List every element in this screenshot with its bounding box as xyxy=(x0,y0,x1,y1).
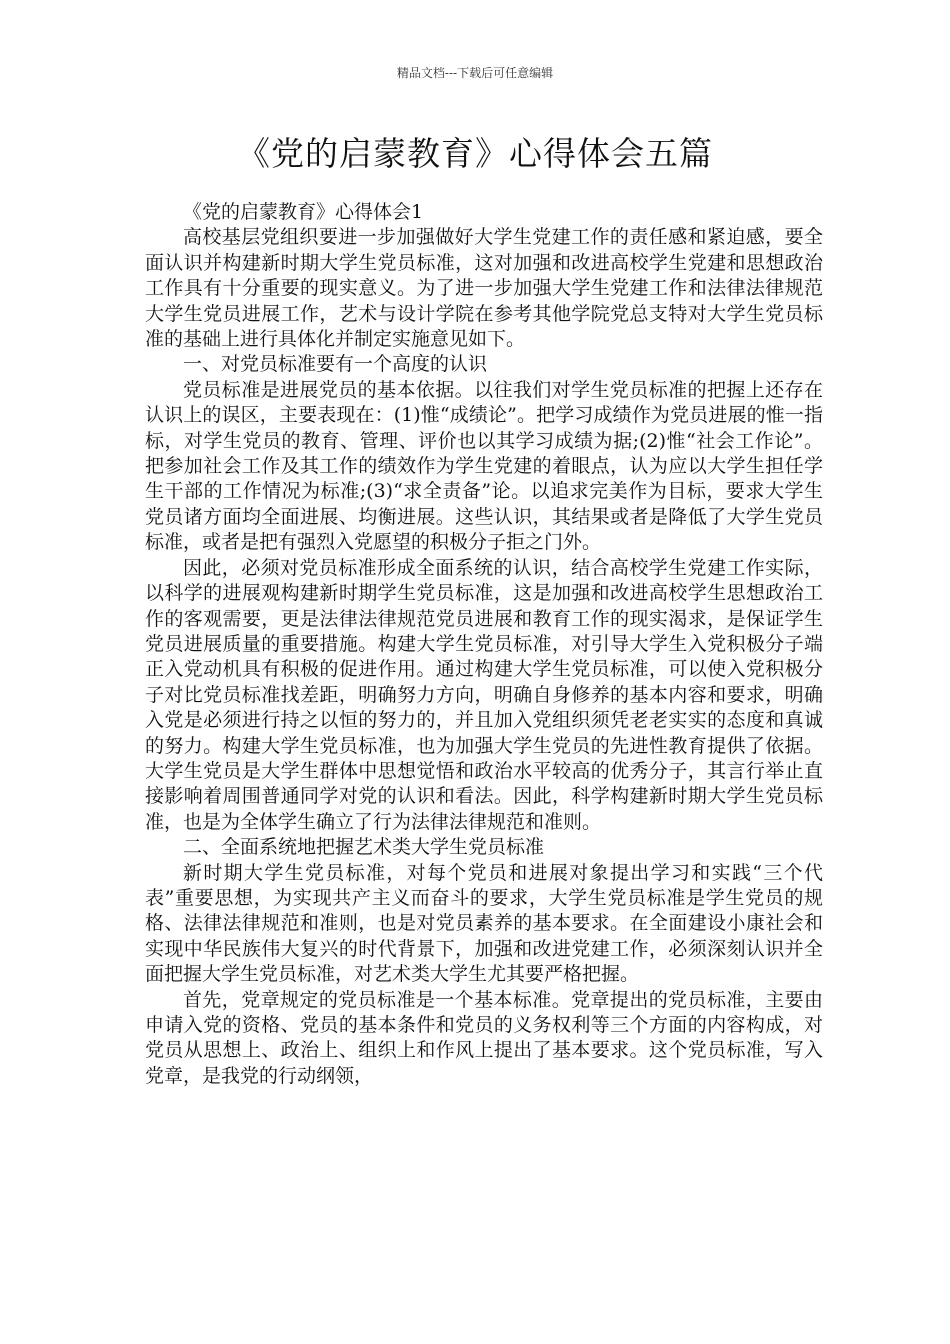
body-paragraph: 党员标准是进展党员的基本依据。以往我们对学生党员标准的把握上还存在认识上的误区，主要表现在：(1)惟“成绩论”。把学习成绩作为党员进展的惟一指标，对学生党员的教育、管理、评价也以其学习成绩为据;(2)惟“社会工作论”。把参加社会工作及其工作的绩效作为学生党建的着眼点，认为应以大学生担任学生干部的工作情况为标准;(3)“求全责备”论。以追求完美作为目标，要求大学生党员诸方面均全面进展、均衡进展。这些认识，其结果或者是降低了大学生党员标准，或者是把有强烈入党愿望的积极分子拒之门外。 xyxy=(145,378,823,554)
body-paragraph: 首先，党章规定的党员标准是一个基本标准。党章提出的党员标准，主要由申请入党的资格、党员的基本条件和党员的义务权利等三个方面的内容构成，对党员从思想上、政治上、组织上和作风上提出了基本要求。这个党员标准，写入党章，是我党的行动纲领， xyxy=(145,988,823,1087)
subheading: 二、全面系统地把握艺术类大学生党员标准 xyxy=(183,836,545,859)
body-paragraph: 高校基层党组织要进一步加强做好大学生党建工作的责任感和紧迫感，要全面认识并构建新时期大学生党员标准，这对加强和改进高校学生党建和思想政治工作具有十分重要的现实意义。为了进一步加强大学生党建工作和法律法律规范大学生党员进展工作，艺术与设计学院在参考其他学院党总支特对大学生党员标准的基础上进行具体化并制定实施意见如下。 xyxy=(145,226,823,351)
document-title: 《党的启蒙教育》心得体会五篇 xyxy=(237,134,713,173)
page-header: 精品文档---下载后可任意编辑 xyxy=(396,66,554,80)
document-body xyxy=(145,200,823,1089)
subheading: 一、对党员标准要有一个高度的认识 xyxy=(183,353,488,376)
body-paragraph: 因此，必须对党员标准形成全面系统的认识，结合高校学生党建工作实际，以科学的进展观构建新时期学生党员标准，这是加强和改进高校学生思想政治工作的客观需要，更是法律法律规范党员进展和教育工作的现实渴求，是保证学生党员进展质量的重要措施。构建大学生党员标准，对引导大学生入党积极分子端正入党动机具有积极的促进作用。通过构建大学生党员标准，可以使入党积极分子对比党员标准找差距，明确努力方向，明确自身修养的基本内容和要求，明确入党是必须进行持之以恒的努力的，并且加入党组织须凭老老实实的态度和真诚的努力。构建大学生党员标准，也为加强大学生党员的先进性教育提供了依据。大学生党员是大学生群体中思想觉悟和政治水平较高的优秀分子，其言行举止直接影响着周围普通同学对党的认识和看法。因此，科学构建新时期大学生党员标准，也是为全体学生确立了行为法律法律规范和准则。 xyxy=(145,556,823,833)
section-heading: 《党的启蒙教育》心得体会1 xyxy=(183,201,424,223)
body-paragraph: 新时期大学生党员标准，对每个党员和进展对象提出学习和实践“三个代表”重要思想，为实现共产主义而奋斗的要求，大学生党员标准是学生党员的规格、法律法律规范和准则，也是对党员素养的基本要求。在全面建设小康社会和实现中华民族伟大复兴的时代背景下，加强和改进党建工作，必须深刻认识并全面把握大学生党员标准，对艺术类大学生尤其要严格把握。 xyxy=(145,861,823,986)
